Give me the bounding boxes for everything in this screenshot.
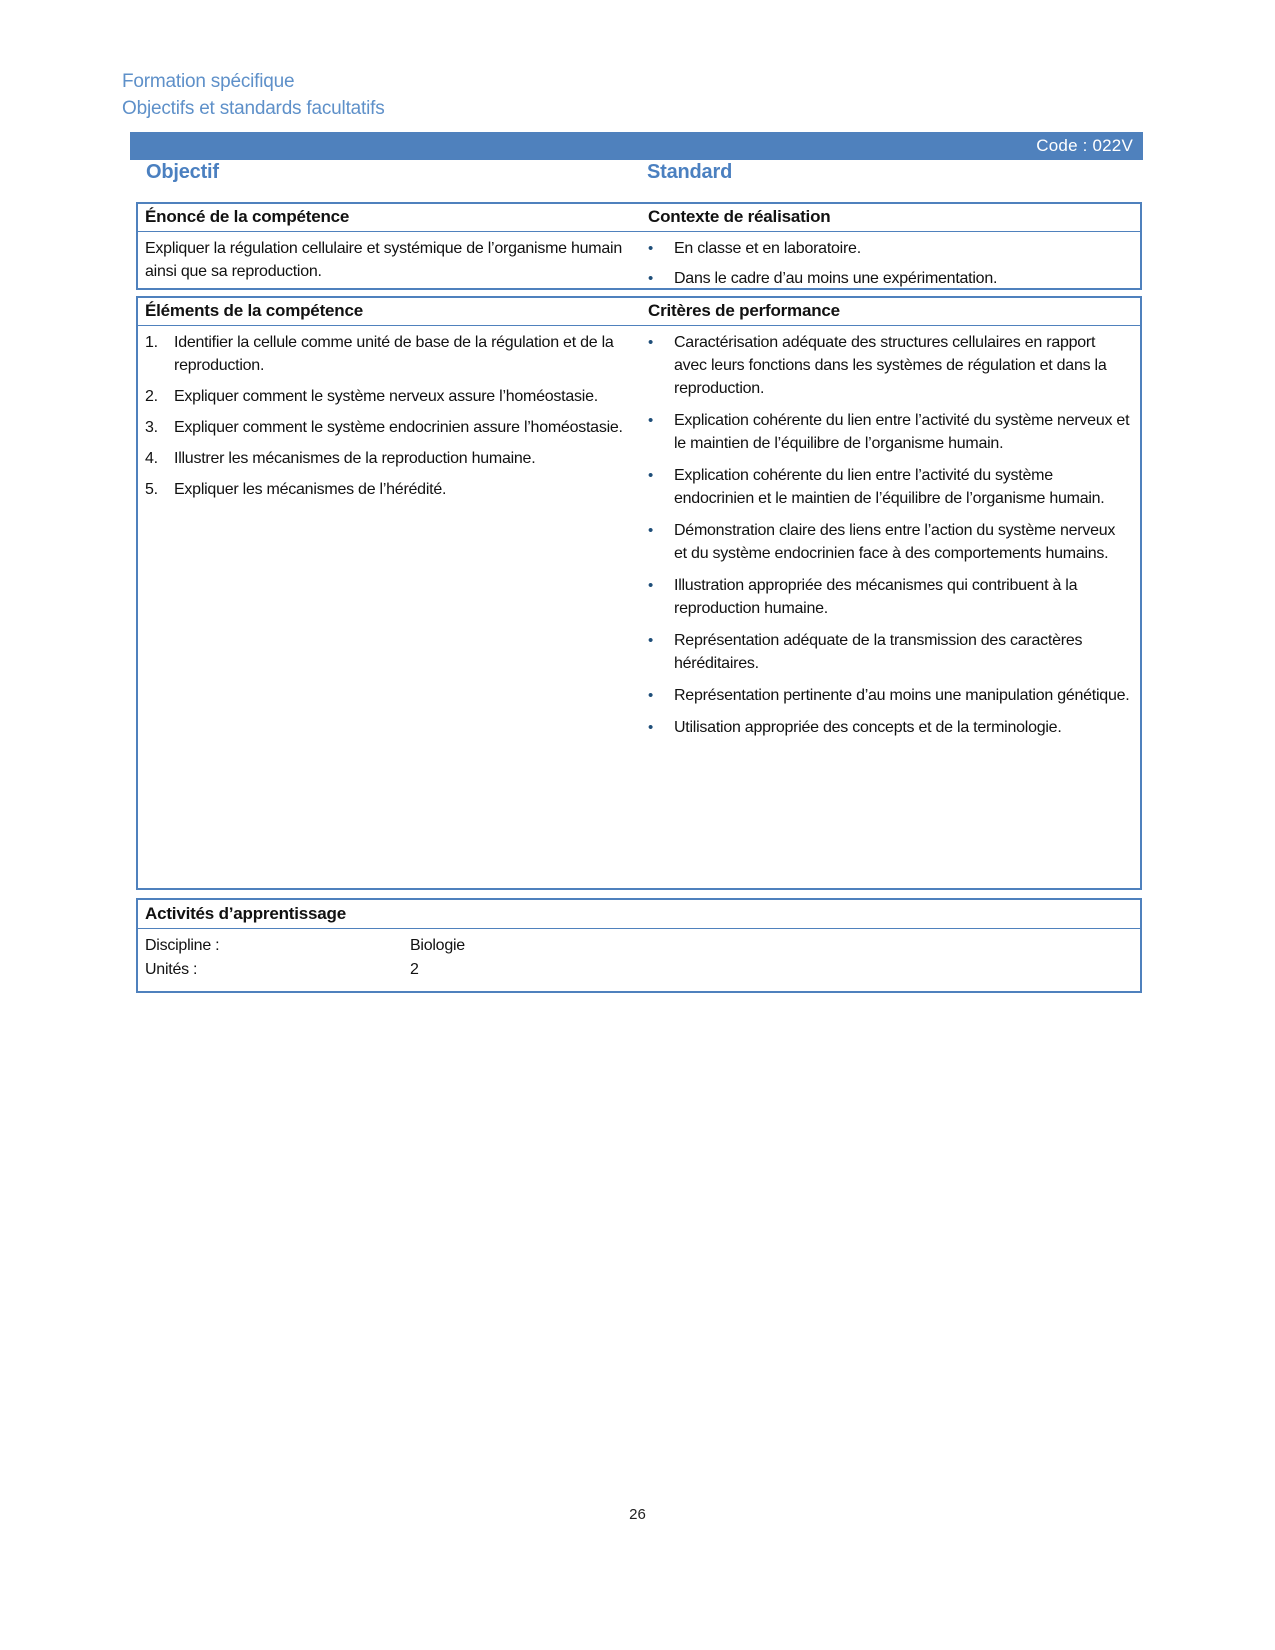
elements-header: Éléments de la compétence: [145, 301, 363, 320]
header-line-2: Objectifs et standards facultatifs: [122, 98, 385, 119]
bullet-icon: •: [648, 687, 654, 704]
standard-title: Standard: [647, 161, 733, 183]
item-number: 4.: [145, 450, 158, 467]
bullet-icon: •: [648, 412, 654, 429]
bullet-icon: •: [648, 719, 654, 736]
numbered-item: 2. Expliquer comment le système nerveux assure l’homéostasie.: [145, 385, 625, 408]
section-enonce-table: [136, 202, 1142, 290]
unites-label: Unités :: [145, 961, 198, 978]
list-item: • Explication cohérente du lien entre l’activité du système nerveux et le maintien de l’équilibre de l’organisme humain.: [648, 409, 1130, 455]
list-item: • Démonstration claire des liens entre l’action du système nerveux et du système endocrinien face à des comportements humains.: [648, 519, 1130, 565]
discipline-label: Discipline :: [145, 937, 220, 954]
contexte-header: Contexte de réalisation: [648, 207, 831, 226]
document-header: [122, 68, 385, 122]
enonce-text: Expliquer la régulation cellulaire et systémique de l’organisme humain ainsi que sa reproduction.: [145, 240, 622, 280]
bullet-icon: •: [648, 270, 654, 287]
enonce-header: Énoncé de la compétence: [145, 207, 350, 226]
section-activites-body: [138, 929, 1140, 982]
list-item: • Utilisation appropriée des concepts et de la terminologie.: [648, 716, 1130, 739]
section-enonce-body: [138, 232, 1140, 290]
contexte-list: [639, 232, 1140, 290]
list-item: • Représentation adéquate de la transmission des caractères héréditaires.: [648, 629, 1130, 675]
column-titles: [136, 161, 1142, 184]
objectif-title: Objectif: [146, 161, 219, 183]
list-item: • En classe et en laboratoire.: [648, 237, 1130, 260]
activites-row: [138, 934, 1140, 958]
activites-row: [138, 958, 1140, 982]
numbered-item: 4. Illustrer les mécanismes de la reproduction humaine.: [145, 447, 625, 470]
unites-value: 2: [410, 961, 419, 978]
bullet-icon: •: [648, 522, 654, 539]
discipline-value: Biologie: [410, 937, 465, 954]
section-elements-table: [136, 296, 1142, 890]
item-number: 3.: [145, 419, 158, 436]
bullet-icon: •: [648, 467, 654, 484]
elements-list: [138, 326, 639, 748]
item-number: 1.: [145, 334, 158, 351]
page-number: 26: [629, 1506, 646, 1523]
header-line-1: Formation spécifique: [122, 71, 295, 92]
list-item: • Dans le cadre d’au moins une expérimentation.: [648, 267, 1130, 290]
section-elements-headers: [138, 298, 1140, 326]
item-number: 2.: [145, 388, 158, 405]
criteres-list: [639, 326, 1140, 748]
section-elements-body: [138, 326, 1140, 748]
criteres-header: Critères de performance: [648, 301, 840, 320]
code-label: Code : 022V: [1036, 136, 1133, 155]
bullet-icon: •: [648, 334, 654, 351]
bullet-icon: •: [648, 577, 654, 594]
list-item: • Illustration appropriée des mécanismes qui contribuent à la reproduction humaine.: [648, 574, 1130, 620]
bullet-icon: •: [648, 240, 654, 257]
activites-header: Activités d’apprentissage: [138, 900, 1140, 929]
code-banner: [130, 132, 1143, 160]
numbered-item: 3. Expliquer comment le système endocrinien assure l’homéostasie.: [145, 416, 625, 439]
list-item: • Représentation pertinente d’au moins une manipulation génétique.: [648, 684, 1130, 707]
numbered-item: 5. Expliquer les mécanismes de l’hérédité.: [145, 478, 625, 501]
item-number: 5.: [145, 481, 158, 498]
section-enonce-headers: [138, 204, 1140, 232]
numbered-item: 1. Identifier la cellule comme unité de base de la régulation et de la reproduction.: [145, 331, 625, 377]
list-item: • Explication cohérente du lien entre l’activité du système endocrinien et le maintien de l’équilibre de l’organisme humain.: [648, 464, 1130, 510]
bullet-icon: •: [648, 632, 654, 649]
list-item: • Caractérisation adéquate des structures cellulaires en rapport avec leurs fonctions dans les systèmes de régulation et dans la reproduction.: [648, 331, 1130, 400]
section-activites-table: [136, 898, 1142, 993]
